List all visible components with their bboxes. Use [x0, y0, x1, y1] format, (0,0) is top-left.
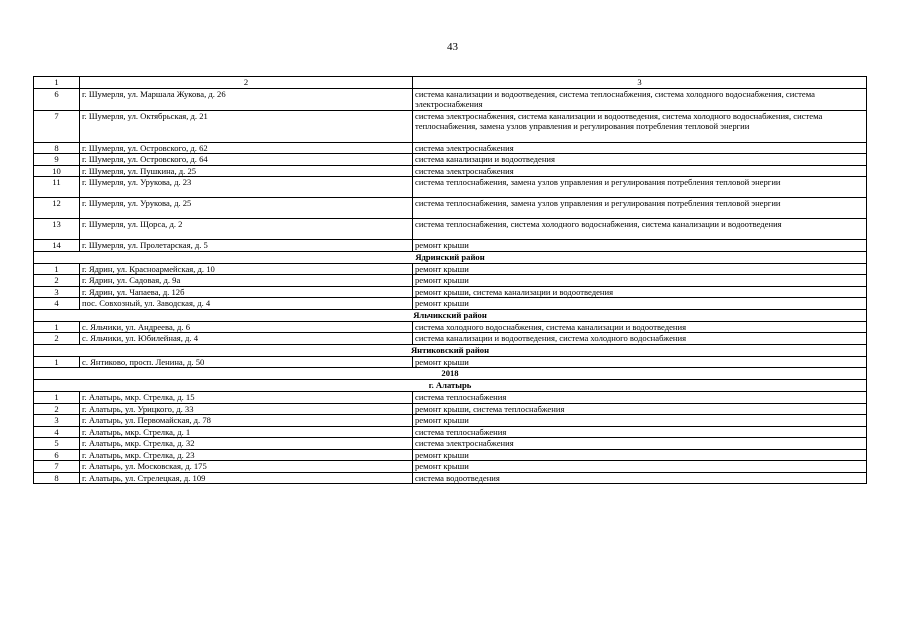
row-work: ремонт крыши: [413, 240, 867, 252]
row-number: 10: [34, 165, 80, 177]
row-number: 1: [34, 321, 80, 333]
table-row: [34, 275, 867, 287]
row-number: 3: [34, 286, 80, 298]
row-number: 14: [34, 240, 80, 252]
row-number: 8: [34, 142, 80, 154]
row-address: г. Алатырь, мкр. Стрелка, д. 23: [80, 449, 413, 461]
row-work: система электроснабжения, система канализации и водоотведения, система холодного водоснабжения, система теплоснабжения, замена узлов управления и регулирования потребления тепловой энергии: [413, 110, 867, 142]
row-address: г. Шумерля, ул. Маршала Жукова, д. 26: [80, 88, 413, 110]
section-row: [34, 344, 867, 356]
row-address: г. Алатырь, ул. Стрелецкая, д. 109: [80, 472, 413, 484]
row-number: 6: [34, 88, 80, 110]
row-work: система канализации и водоотведения: [413, 154, 867, 166]
row-address: г. Алатырь, мкр. Стрелка, д. 1: [80, 426, 413, 438]
row-number: 2: [34, 403, 80, 415]
row-address: г. Шумерля, ул. Октябрьская, д. 21: [80, 110, 413, 142]
row-number: 1: [34, 263, 80, 275]
table-row: [34, 438, 867, 450]
row-work: ремонт крыши: [413, 275, 867, 287]
table-row: [34, 415, 867, 427]
works-table: [33, 76, 867, 484]
row-number: 9: [34, 154, 80, 166]
table-row: [34, 198, 867, 219]
row-address: г. Алатырь, мкр. Стрелка, д. 32: [80, 438, 413, 450]
row-work: система канализации и водоотведения, система теплоснабжения, система холодного водоснабжения, система электроснабжения: [413, 88, 867, 110]
row-work: система теплоснабжения: [413, 426, 867, 438]
row-address: г. Шумерля, ул. Пролетарская, д. 5: [80, 240, 413, 252]
row-work: ремонт крыши: [413, 298, 867, 310]
row-address: г. Шумерля, ул. Урукова, д. 25: [80, 198, 413, 219]
table-row: [34, 110, 867, 142]
row-work: система теплоснабжения, система холодного водоснабжения, система канализации и водоотведения: [413, 219, 867, 240]
row-work: ремонт крыши: [413, 449, 867, 461]
section-title: Янтиковский район: [34, 344, 867, 356]
table-row: [34, 403, 867, 415]
row-address: г. Ядрин, ул. Садовая, д. 9а: [80, 275, 413, 287]
row-number: 2: [34, 333, 80, 345]
section-row: [34, 380, 867, 392]
row-work: система электроснабжения: [413, 165, 867, 177]
table-row: [34, 426, 867, 438]
row-work: система теплоснабжения: [413, 392, 867, 404]
row-address: пос. Совхозный, ул. Заводская, д. 4: [80, 298, 413, 310]
row-work: ремонт крыши, система теплоснабжения: [413, 403, 867, 415]
section-title: 2018: [34, 368, 867, 380]
table-row: [34, 392, 867, 404]
row-work: система электроснабжения: [413, 438, 867, 450]
row-number: 6: [34, 449, 80, 461]
section-title: Ядринский район: [34, 251, 867, 263]
row-work: система теплоснабжения, замена узлов управления и регулирования потребления тепловой энергии: [413, 177, 867, 198]
row-number: 1: [34, 392, 80, 404]
table-row: [34, 177, 867, 198]
table-row: [34, 286, 867, 298]
row-address: с. Яльчики, ул. Юбилейная, д. 4: [80, 333, 413, 345]
row-number: 4: [34, 426, 80, 438]
table-row: [34, 142, 867, 154]
row-work: система водоотведения: [413, 472, 867, 484]
row-address: г. Алатырь, ул. Первомайская, д. 78: [80, 415, 413, 427]
row-work: система холодного водоснабжения, система канализации и водоотведения: [413, 321, 867, 333]
row-number: 3: [34, 415, 80, 427]
section-row: [34, 251, 867, 263]
section-title: г. Алатырь: [34, 380, 867, 392]
table-row: [34, 449, 867, 461]
column-number-1: 1: [34, 77, 80, 89]
row-address: г. Шумерля, ул. Щорса, д. 2: [80, 219, 413, 240]
table-row: [34, 154, 867, 166]
table-row: [34, 219, 867, 240]
row-work: система канализации и водоотведения, система холодного водоснабжения: [413, 333, 867, 345]
table-row: [34, 461, 867, 473]
row-number: 1: [34, 356, 80, 368]
section-title: Яльчикский район: [34, 309, 867, 321]
row-address: г. Алатырь, ул. Московская, д. 175: [80, 461, 413, 473]
row-number: 11: [34, 177, 80, 198]
row-number: 5: [34, 438, 80, 450]
table-row: [34, 333, 867, 345]
table-row: [34, 263, 867, 275]
row-address: г. Шумерля, ул. Урукова, д. 23: [80, 177, 413, 198]
row-work: ремонт крыши, система канализации и водоотведения: [413, 286, 867, 298]
table-row: [34, 472, 867, 484]
row-address: г. Шумерля, ул. Пушкина, д. 25: [80, 165, 413, 177]
table-row: [34, 298, 867, 310]
row-work: система электроснабжения: [413, 142, 867, 154]
section-row: [34, 368, 867, 380]
row-number: 8: [34, 472, 80, 484]
row-address: г. Алатырь, мкр. Стрелка, д. 15: [80, 392, 413, 404]
row-number: 7: [34, 461, 80, 473]
row-number: 13: [34, 219, 80, 240]
row-work: ремонт крыши: [413, 356, 867, 368]
table-row: [34, 88, 867, 110]
row-work: ремонт крыши: [413, 415, 867, 427]
row-number: 2: [34, 275, 80, 287]
row-address: с. Яльчики, ул. Андреева, д. 6: [80, 321, 413, 333]
row-number: 7: [34, 110, 80, 142]
row-number: 4: [34, 298, 80, 310]
row-work: система теплоснабжения, замена узлов управления и регулирования потребления тепловой энергии: [413, 198, 867, 219]
row-address: г. Шумерля, ул. Островского, д. 64: [80, 154, 413, 166]
table-body: [34, 77, 867, 484]
table-row: [34, 356, 867, 368]
row-address: г. Ядрин, ул. Чапаева, д. 12б: [80, 286, 413, 298]
page-number: 43: [447, 41, 458, 53]
column-number-2: 2: [80, 77, 413, 89]
row-address: г. Ядрин, ул. Красноармейская, д. 10: [80, 263, 413, 275]
table-row: [34, 165, 867, 177]
column-number-row: [34, 77, 867, 89]
row-work: ремонт крыши: [413, 461, 867, 473]
row-address: г. Алатырь, ул. Урицкого, д. 33: [80, 403, 413, 415]
section-row: [34, 309, 867, 321]
row-number: 12: [34, 198, 80, 219]
column-number-3: 3: [413, 77, 867, 89]
row-address: с. Янтиково, просп. Ленина, д. 50: [80, 356, 413, 368]
row-work: ремонт крыши: [413, 263, 867, 275]
table-row: [34, 240, 867, 252]
table-row: [34, 321, 867, 333]
row-address: г. Шумерля, ул. Островского, д. 62: [80, 142, 413, 154]
